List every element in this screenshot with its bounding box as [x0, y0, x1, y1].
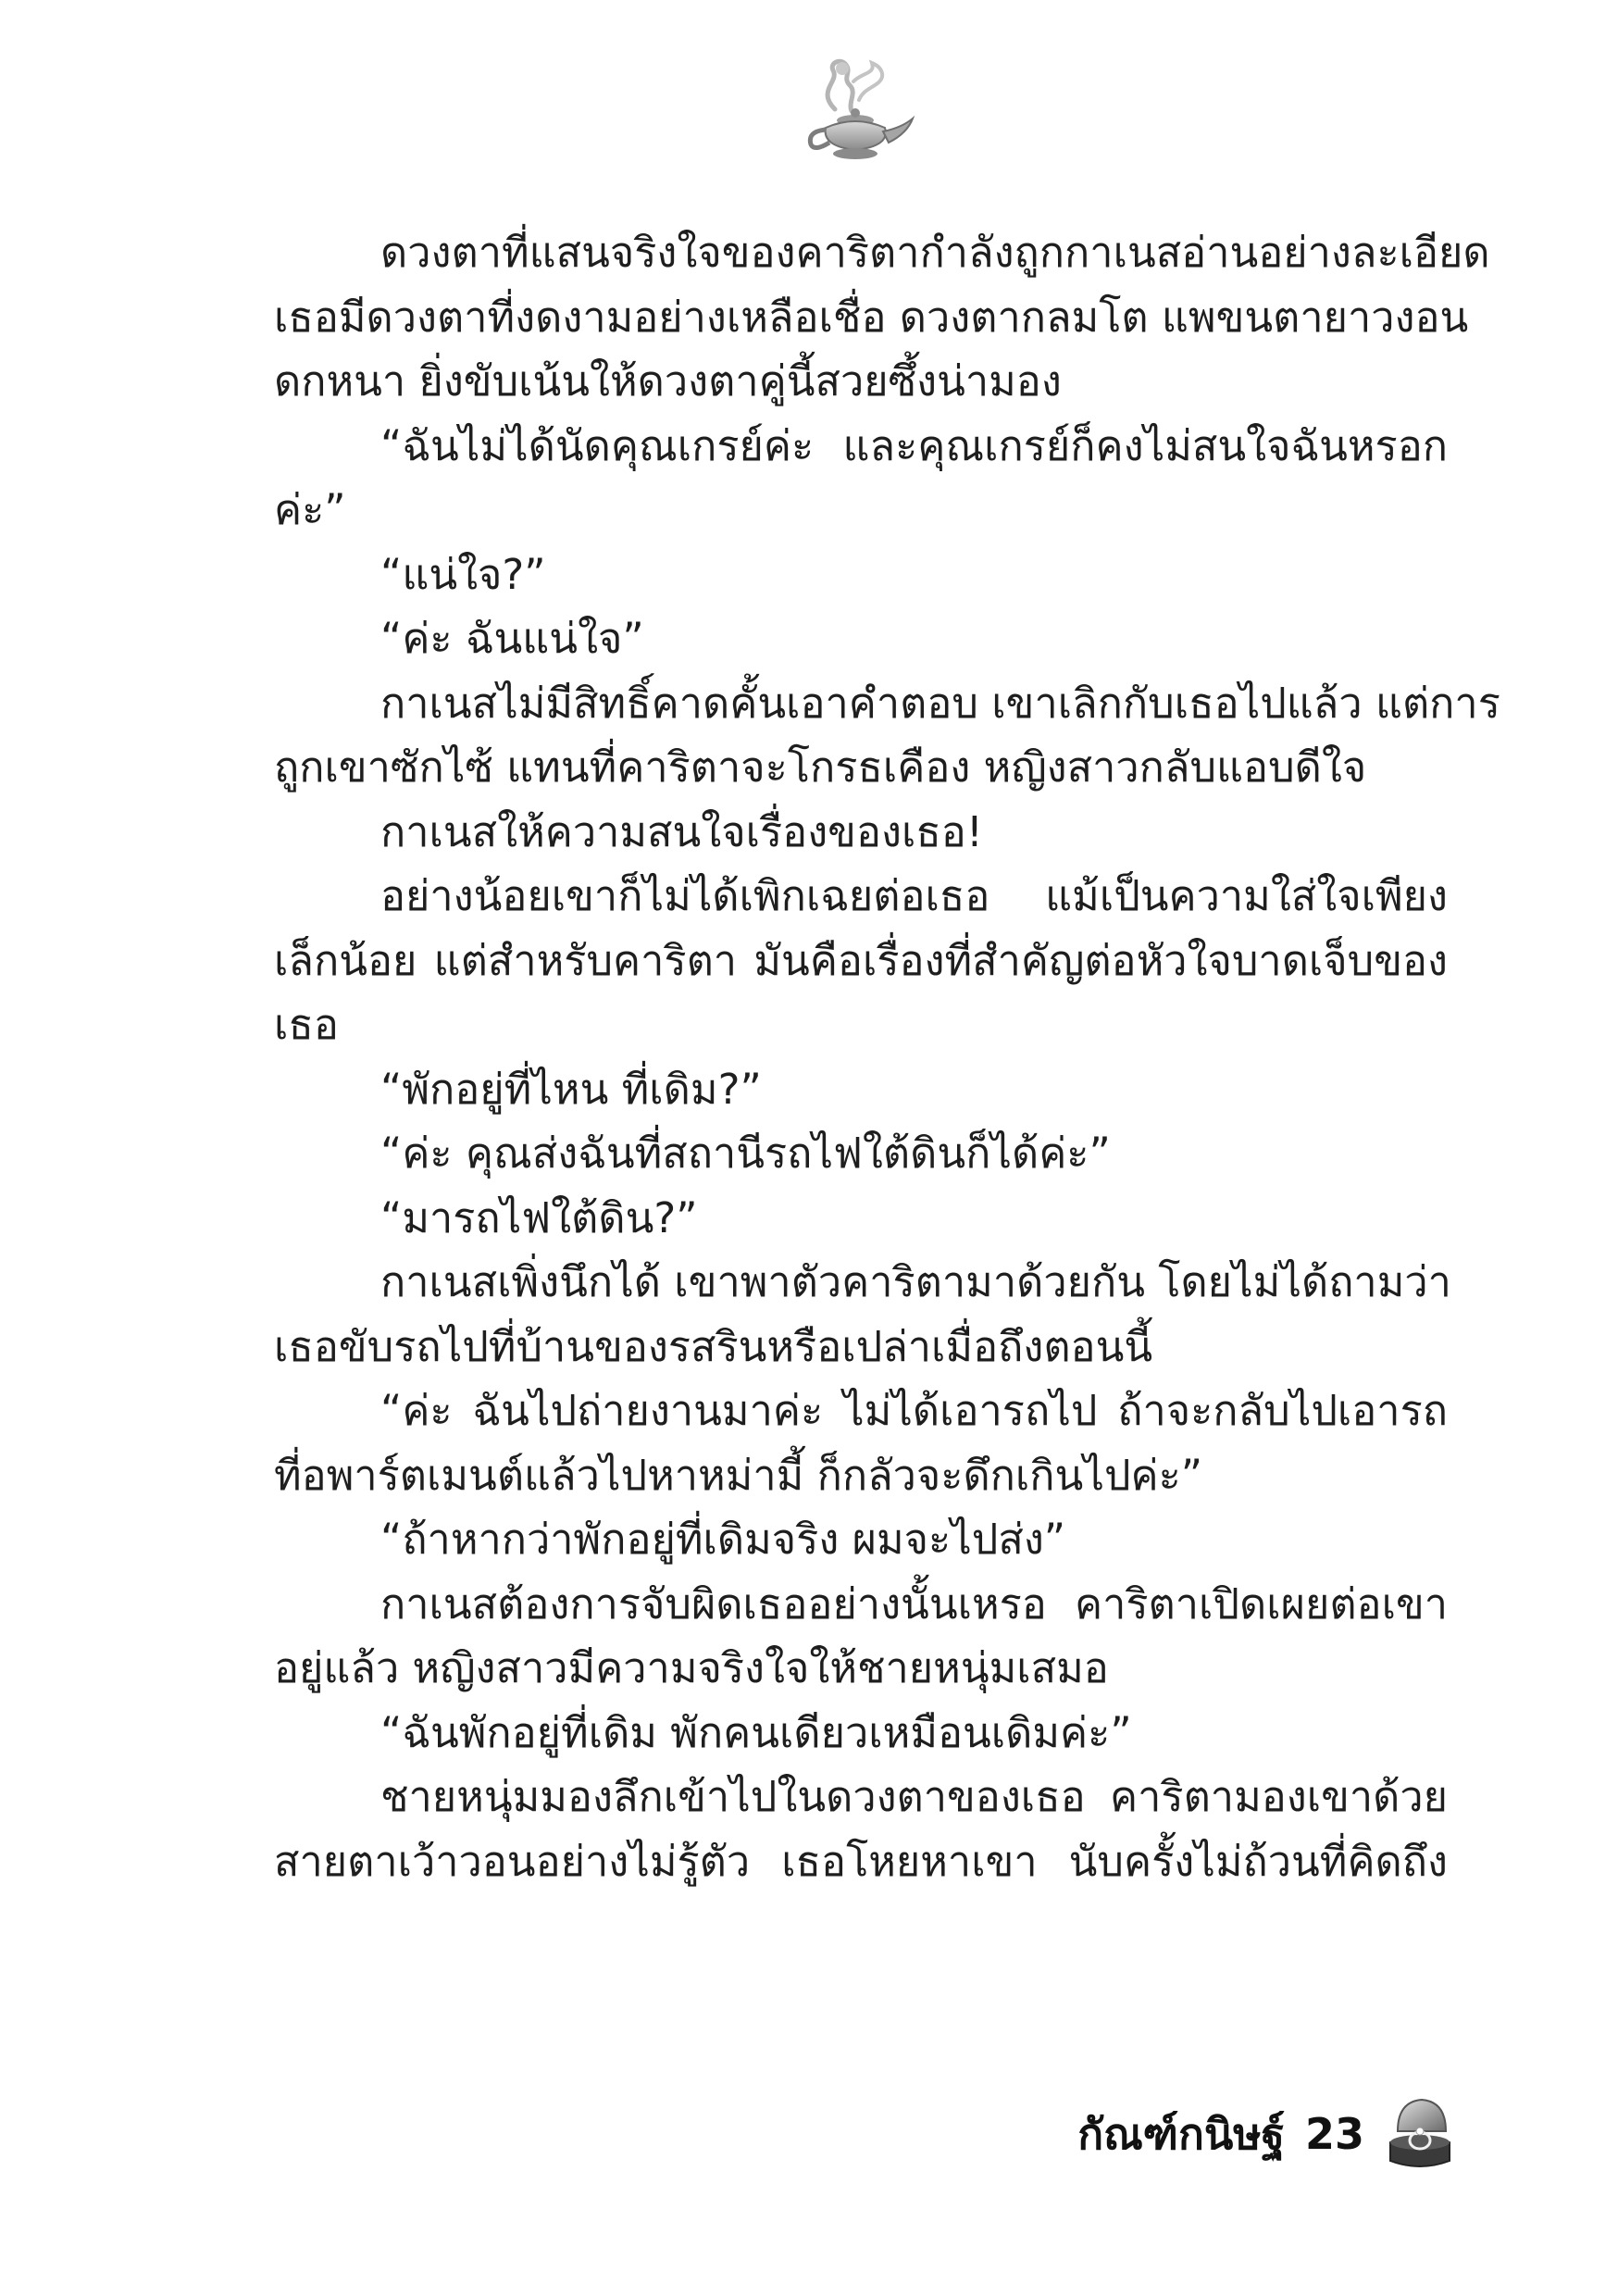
text-line: อยู่แล้ว หญิงสาวมีความจริงใจให้ชายหนุ่มเสมอ	[274, 1643, 1109, 1692]
text-line: กาเนสให้ความสนใจเรื่องของเธอ!	[380, 806, 983, 856]
page-number: 23	[1304, 2109, 1364, 2159]
text-line: ชายหนุ่มมองลึกเข้าไปในดวงตาของเธอ คาริตามองเขาด้วย	[380, 1772, 1448, 1821]
text-line: เล็กน้อย แต่สำหรับคาริตา มันคือเรื่องที่สำคัญต่อหัวใจบาดเจ็บของ	[274, 935, 1448, 985]
page-footer	[1077, 2088, 1455, 2180]
story-text	[274, 220, 1500, 1893]
genie-lamp-icon	[798, 54, 918, 169]
text-line: กาเนสไม่มีสิทธิ์คาดคั้นเอาคำตอบ เขาเลิกกับเธอไปแล้ว แต่การ	[380, 678, 1500, 728]
text-line: “ฉันไม่ได้นัดคุณเกรย์ค่ะ และคุณเกรย์ก็คงไม่สนใจฉันหรอก	[380, 420, 1448, 470]
text-line: เธอ	[274, 1000, 339, 1049]
text-line: ถูกเขาซักไซ้ แทนที่คาริตาจะโกรธเคือง หญิงสาวกลับแอบดีใจ	[274, 742, 1367, 792]
text-line: เธอขับรถไปที่บ้านของรสรินหรือเปล่าเมื่อถึงตอนนี้	[274, 1321, 1153, 1371]
text-line: สายตาเว้าวอนอย่างไม่รู้ตัว เธอโหยหาเขา นับครั้งไม่ถ้วนที่คิดถึง	[274, 1836, 1448, 1886]
text-line: “แน่ใจ?”	[380, 549, 546, 599]
text-line: “ฉันพักอยู่ที่เดิม พักคนเดียวเหมือนเดิมค่ะ”	[380, 1707, 1132, 1757]
text-line: “พักอยู่ที่ไหน ที่เดิม?”	[380, 1064, 762, 1114]
book-title: กัณฑ์กนิษฐ์	[1077, 2108, 1285, 2159]
text-line: ดกหนา ยิ่งขับเน้นให้ดวงตาคู่นี้สวยซึ้งน่ามอง	[274, 356, 1062, 406]
text-line: ค่ะ”	[274, 485, 346, 534]
text-line: “ค่ะ ฉันแน่ใจ”	[380, 614, 644, 663]
text-line: เธอมีดวงตาที่งดงามอย่างเหลือเชื่อ ดวงตากลมโต แพขนตายาวงอน	[274, 292, 1469, 342]
text-line: “ค่ะ คุณส่งฉันที่สถานีรถไฟใต้ดินก็ได้ค่ะ”	[380, 1129, 1111, 1178]
text-line: “ค่ะ ฉันไปถ่ายงานมาค่ะ ไม่ได้เอารถไป ถ้าจะกลับไปเอารถ	[380, 1386, 1448, 1435]
text-line: “ถ้าหากว่าพักอยู่ที่เดิมจริง ผมจะไปส่ง”	[380, 1515, 1066, 1564]
text-line: ที่อพาร์ตเมนต์แล้วไปหาหม่ามี้ ก็กลัวจะดึกเกินไปค่ะ”	[274, 1450, 1203, 1500]
text-line: กาเนสเพิ่งนึกได้ เขาพาตัวคาริตามาด้วยกัน โดยไม่ได้ถามว่า	[380, 1257, 1451, 1306]
text-line: อย่างน้อยเขาก็ไม่ได้เพิกเฉยต่อเธอ แม้เป็นความใส่ใจเพียง	[380, 871, 1448, 920]
text-line: ดวงตาที่แสนจริงใจของคาริตากำลังถูกกาเนสอ่านอย่างละเอียด	[380, 228, 1490, 277]
text-line: กาเนสต้องการจับผิดเธออย่างนั้นเหรอ คาริตาเปิดเผยต่อเขา	[380, 1578, 1448, 1628]
ring-box-icon	[1385, 2094, 1455, 2174]
text-line: “มารถไฟใต้ดิน?”	[380, 1192, 698, 1242]
